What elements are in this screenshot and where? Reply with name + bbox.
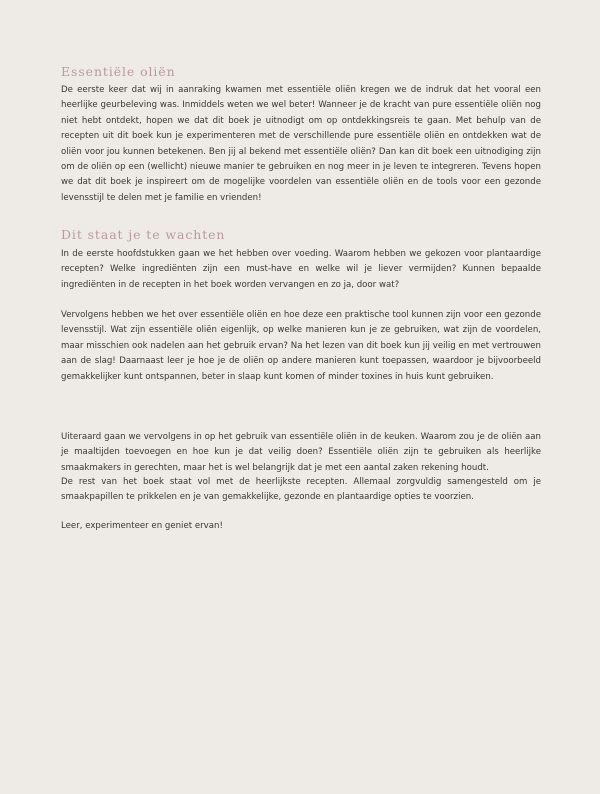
- paragraph-recepten: De rest van het boek staat vol met de heerlijkste recepten. Allemaal zorgvuldig samengesteld om je smaakpapillen te prikkelen en je van gemakkelijke, gezonde en plantaardige opties te voorzien.: [61, 477, 541, 503]
- section-heading-essentiele-olien: Essentiële oliën: [61, 64, 176, 79]
- paragraph-voeding: In de eerste hoofdstukken gaan we het hebben over voeding. Waarom hebben we gekozen voor plantaardige recepten? Welke ingrediënten zijn een must-have en welke wil je liever vermijden? Kunnen bepaalde ingrediënten in de recepten in het boek worden vervangen en zo ja, door wat?: [61, 249, 541, 290]
- paragraph-essentiele-olien-tool: Vervolgens hebben we het over essentiële oliën en hoe deze een praktische tool kunnen zijn voor een gezonde levensstijl. Wat zijn essentiële oliën eigenlijk, op welke manieren kun je ze gebruiken, wat zijn de voordelen, maar misschien ook nadelen aan het gebruik ervan? Na het lezen van dit boek kun jij veilig en met vertrouwen aan de slag! Daarnaast leer je hoe je de oliën op andere manieren kunt toepassen, waardoor je bijvoorbeeld gemakkelijker kunt ontspannen, beter in slaap kunt komen of minder toxines in huis kunt gebruiken.: [61, 310, 541, 382]
- paragraph-keuken: Uiteraard gaan we vervolgens in op het gebruik van essentiële oliën in de keuken. Waarom zou je de oliën aan je maaltijden toevoegen en hoe kun je dat veilig doen? Essentiële oliën zijn te gebruiken als heerlijke smaakmakers in gerechten, maar het is wel belangrijk dat je met een aantal zaken rekening houdt.: [61, 432, 541, 473]
- intro-paragraph: De eerste keer dat wij in aanraking kwamen met essentiële oliën kregen we de indruk dat het vooral een heerlijke geurbeleving was. Inmiddels weten we wel beter! Wanneer je de kracht van pure essentiële oliën nog niet hebt ontdekt, hopen we dat dit boek je uitnodigt om op ontdekkingsreis te gaan. Met behulp van de recepten uit dit boek kun je experimenteren met de verschillende pure essentiële oliën en ontdekken wat de oliën voor jou kunnen betekenen. Ben jij al bekend met essentiële oliën? Dan kan dit boek een uitnodiging zijn om de oliën op een (wellicht) nieuwe manier te gebruiken en nog meer in je leven te integreren. Tevens hopen we dat dit boek je inspireert om de mogelijke voordelen van essentiële oliën en de tools voor een gezonde levensstijl te delen met je familie en vrienden!: [61, 85, 541, 203]
- section-heading-dit-staat-je-te-wachten: Dit staat je te wachten: [61, 227, 226, 242]
- paragraph-closing: Leer, experimenteer en geniet ervan!: [61, 521, 223, 531]
